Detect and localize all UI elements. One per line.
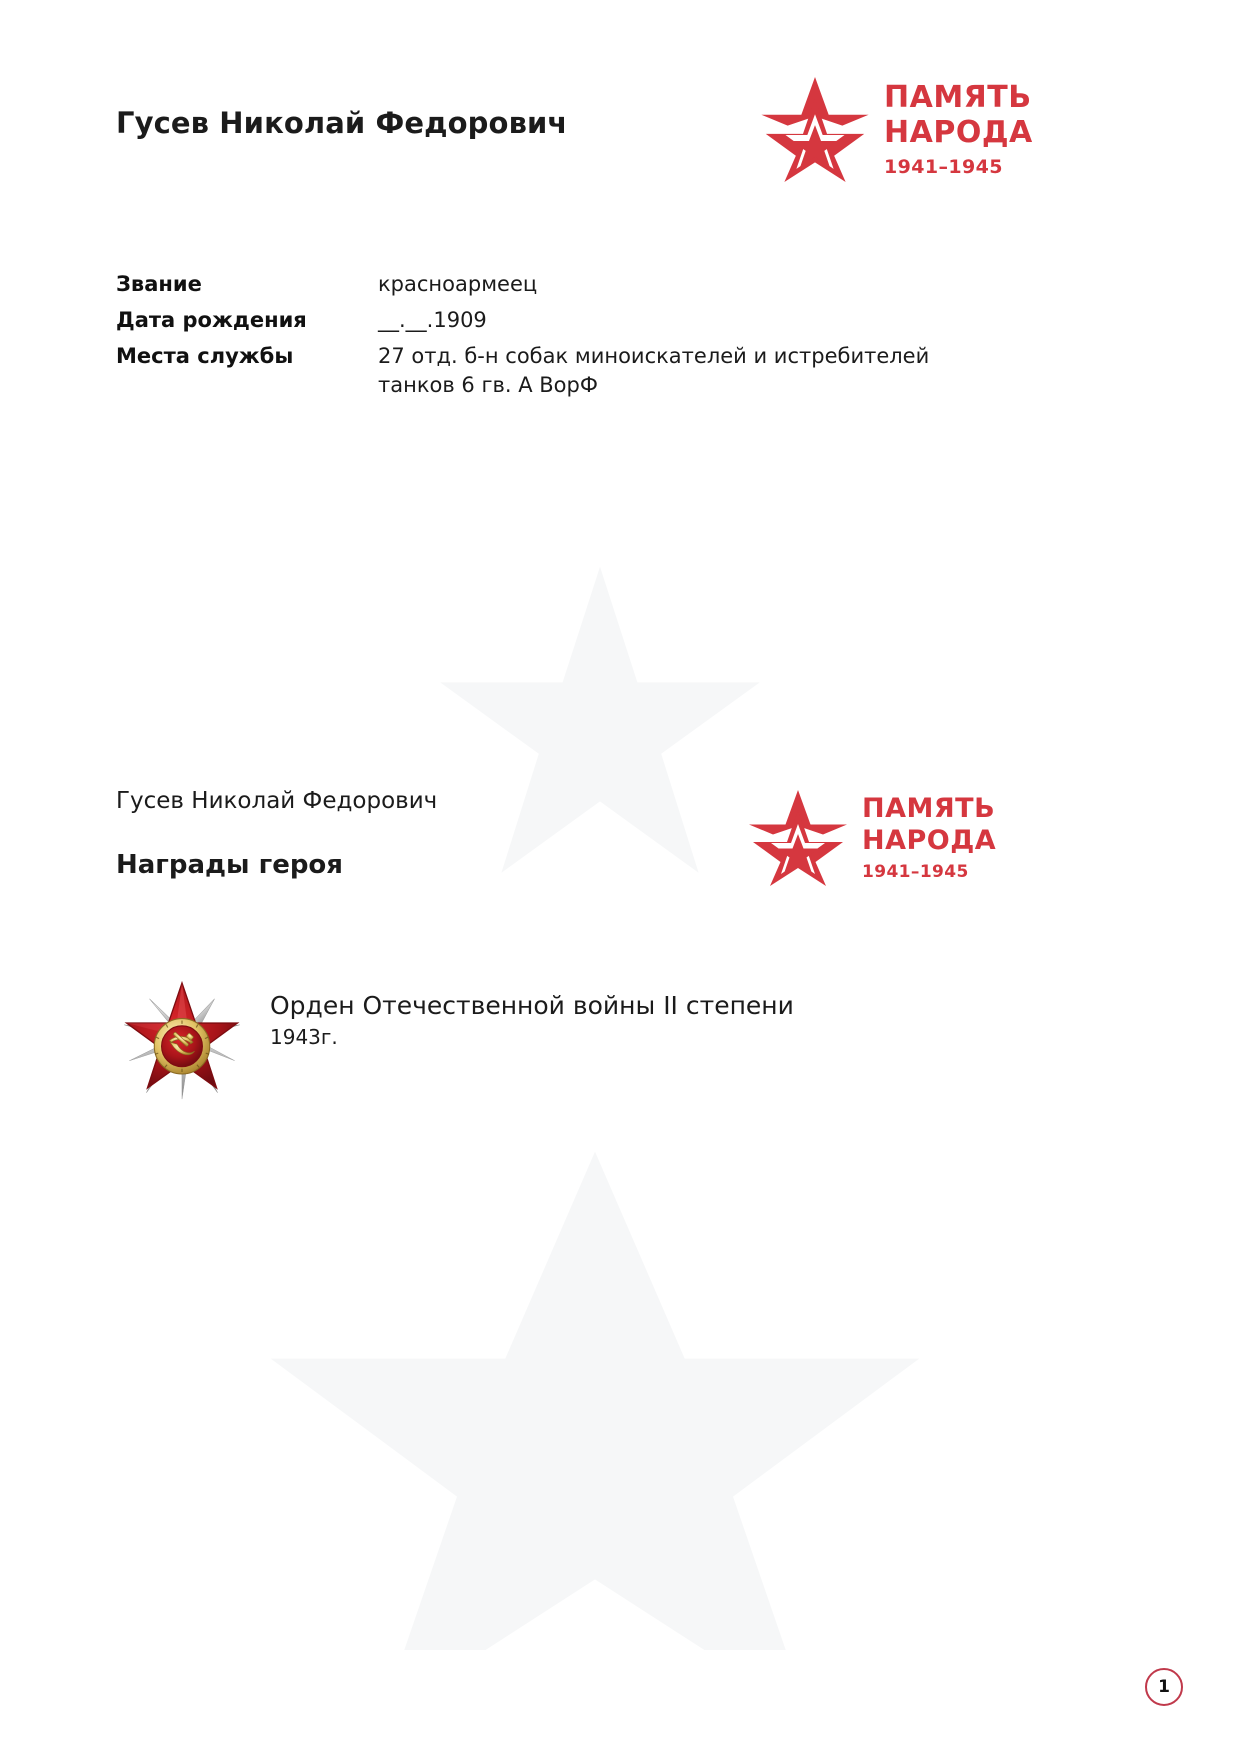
brand-years: 1941–1945 — [884, 155, 1003, 178]
watermark-star-bottom — [250, 1150, 940, 1650]
brand-line-2: НАРОДА — [862, 825, 997, 856]
brand-years: 1941–1945 — [862, 862, 969, 882]
brand-text — [862, 795, 996, 881]
brand-logo-awards — [748, 790, 996, 886]
page-number-badge: 1 — [1145, 1668, 1183, 1706]
red-star-icon — [748, 790, 848, 886]
brand-logo-header — [760, 77, 1033, 182]
info-value-service-places: 27 отд. б-н собак миноискателей и истребителей танков 6 гв. А ВорФ — [378, 343, 930, 398]
order-of-patriotic-war-icon — [116, 975, 248, 1107]
list-item — [116, 975, 794, 1107]
table-row — [116, 342, 976, 402]
info-label-service-places: Места службы — [116, 343, 294, 368]
watermark-star-top — [430, 560, 770, 900]
award-text — [270, 975, 794, 1049]
award-year: 1943г. — [270, 1025, 338, 1049]
page-title: Гусев Николай Федорович — [116, 106, 568, 140]
person-info-table — [116, 270, 976, 407]
table-row — [116, 306, 976, 336]
info-label-rank: Звание — [116, 272, 202, 296]
info-value-rank: красноармеец — [378, 272, 538, 296]
brand-line-2: НАРОДА — [884, 114, 1033, 150]
info-label-birthdate: Дата рождения — [116, 307, 307, 332]
info-value-birthdate: __.__.1909 — [378, 307, 487, 332]
awards-heading: Награды героя — [116, 850, 343, 880]
brand-text — [884, 79, 1033, 178]
brand-line-1: ПАМЯТЬ — [884, 79, 1032, 115]
award-name: Орден Отечественной войны II степени — [270, 991, 794, 1020]
table-row — [116, 270, 976, 300]
red-star-icon — [760, 77, 870, 182]
awards-person-name: Гусев Николай Федорович — [116, 788, 438, 814]
brand-line-1: ПАМЯТЬ — [862, 793, 996, 824]
